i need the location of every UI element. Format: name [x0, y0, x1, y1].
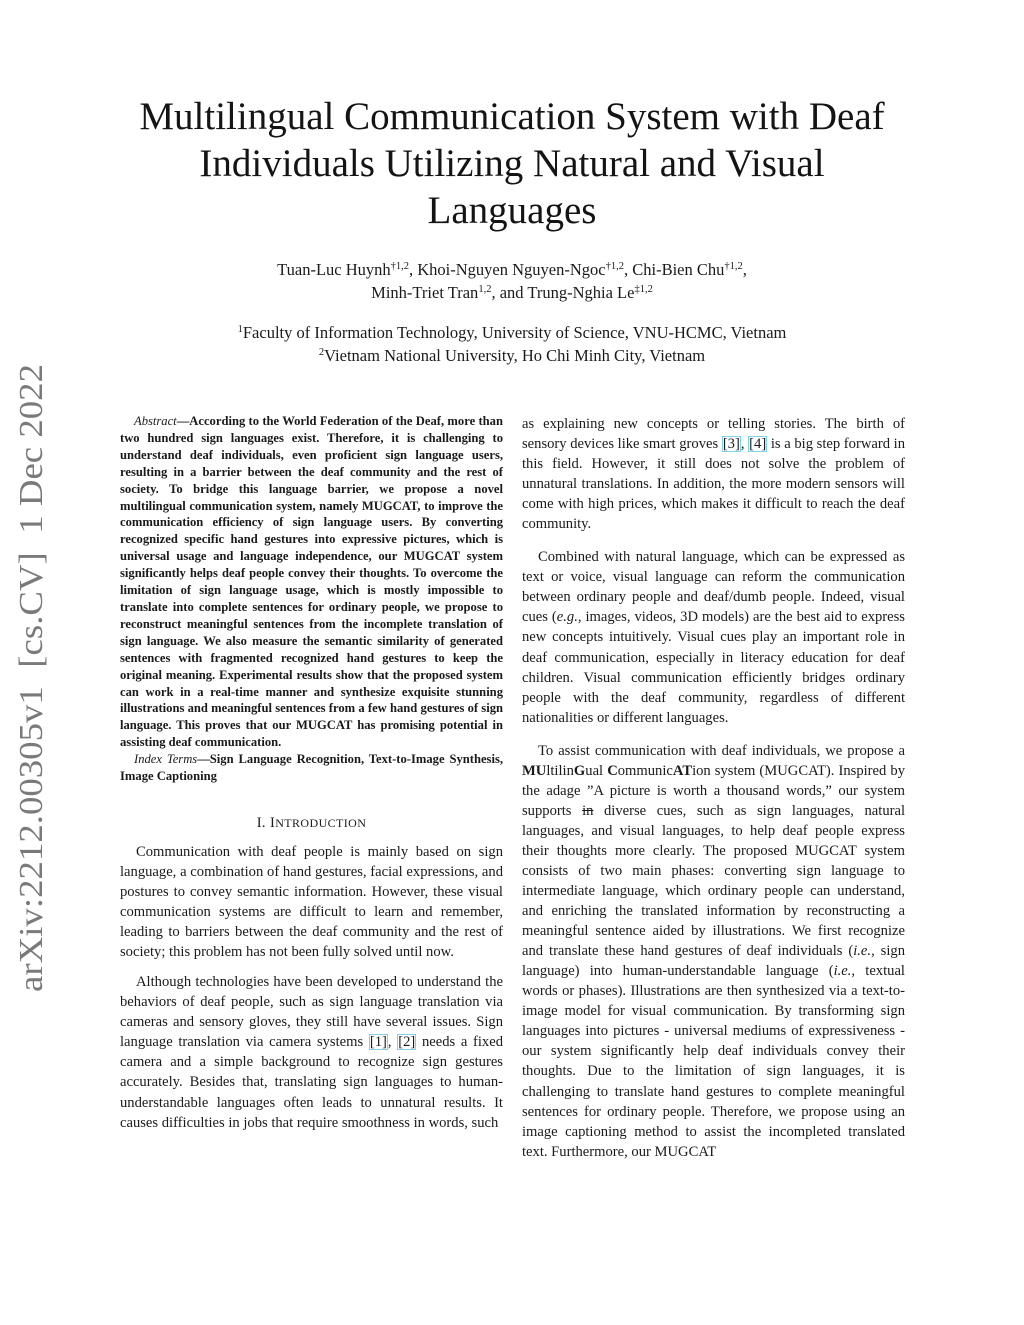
- right-column: [522, 414, 905, 1175]
- abstract-label: Abstract: [134, 414, 177, 428]
- author-list: Tuan-Luc Huynh$^{\dagger 1,2}$, Khoi-Nguyen Nguyen-Ngoc$^{\dagger 1,2}$, Chi-Bien Chu$^{\dagger 1,2}$, Minh-Triet Tran$^{1,2}$, and Trung-Nghia Le$^{\ddagger 1,2}$: [277, 260, 747, 302]
- left-column: [120, 413, 503, 1143]
- abstract: [120, 413, 503, 751]
- affiliation: $^1$Faculty of Information Technology, University of Science, VNU-HCMC, Vietnam: [237, 323, 787, 342]
- author-name: Minh-Triet Tran: [371, 282, 479, 302]
- author-name: Trung-Nghia Le: [527, 282, 635, 302]
- author-mark: †1,2: [605, 261, 624, 272]
- citation-link[interactable]: [4]: [749, 436, 767, 453]
- paragraph: Communication with deaf people is mainly based on sign language, a combination of hand gestures, facial expressions, and postures to convey semantic information. However, these visual communication systems are difficult to learn and remember, leading to barriers between the deaf community and the rest of society; this problem has not been fully solved until now.: [120, 843, 503, 961]
- arxiv-stamp-text: arXiv:2212.00305v1 [cs.CV] 1 Dec 2022: [13, 412, 50, 992]
- citation-link[interactable]: [1]: [369, 1034, 387, 1051]
- paragraph: Although technologies have been developed to understand the behaviors of deaf people, such as sign language translation via cameras and sensory gloves, they still have several issues. Sign language translation via camera systems [1], [2] needs a fixed camera and a simple background to recognize sign gestures accurately. Besides that, translating sign languages to human-understandable languages often leads to unnatural results. It causes difficulties in jobs that require smoothness in words, such: [120, 974, 504, 1131]
- index-terms-text: —Sign Language Recognition, Text-to-Image Synthesis, Image Captioning: [120, 752, 503, 784]
- index-terms-label: Index Terms: [134, 752, 198, 767]
- author-name: Khoi-Nguyen Nguyen-Ngoc: [417, 260, 606, 279]
- author-mark: †1,2: [724, 261, 743, 272]
- author-name: Chi-Bien Chu: [632, 260, 725, 279]
- arxiv-stamp: [4, 360, 64, 1000]
- index-terms: [120, 751, 503, 785]
- author-mark: 1,2: [478, 283, 492, 295]
- author-name: Tuan-Luc Huynh: [277, 260, 391, 279]
- author-mark: ‡1,2: [634, 283, 653, 295]
- affiliation-list: [120, 322, 904, 367]
- author-mark: †1,2: [390, 261, 410, 272]
- citation-link[interactable]: [2]: [398, 1034, 416, 1051]
- paragraph: Combined with natural language, which can be expressed as text or voice, visual language can reform the communication between ordinary people and deaf/dumb people. Indeed, visual cues (e.g., images, videos, 3D models) are the best aid to express new concepts intuitively. Visual cues play an important role in deaf communication, especially in literacy education for deaf children. Visual communication efficiently bridges ordinary people with the deaf community, regardless of different nationalities or different languages.: [522, 549, 905, 726]
- paper-title: Multilingual Communication System with Deaf Individuals Utilizing Natural and Visual Languages: [139, 95, 885, 232]
- affiliation: $^2$Vietnam National University, Ho Chi Minh City, Vietnam: [318, 345, 706, 365]
- paragraph: as explaining new concepts or telling stories. The birth of sensory devices like smart groves [3], [4] is a big step forward in this field. However, it still does not solve the problem of unnatural translations. In addition, the more modern sensors will come with high prices, which makes it difficult to reach the deaf community.: [522, 416, 905, 533]
- section-heading: I. INTRODUCTION: [256, 814, 367, 831]
- citation-link[interactable]: [3]: [722, 436, 740, 453]
- paragraph: To assist communication with deaf individuals, we propose a MUltilinGual CommunicATion system (MUGCAT). Inspired by the adage ”A picture is worth a thousand words,” our system supports in diverse cues, such as sign languages, natural languages, and visual languages, to help deaf people express their thoughts more clearly. The proposed MUGCAT system consists of two main phases: converting sign language to intermediate language, which ordinary people can understand, and enriching the translated information by reconstructing a meaningful sentence aided by illustrations. We first recognize and translate these hand gestures of deaf individuals (i.e., sign language) into human-understandable language (i.e., textual words or phases). Illustrations are then synthesized via a text-to-image model for visual communication. By transforming sign languages into pictures - universal mediums of expressiveness - our system significantly help deaf individuals convey their thoughts. Due to the limitation of sign languages, it is challenging to translate hand gestures to complete meaningful sentences for ordinary people. Therefore, we propose using an image captioning method to assist the incompleted translated text. Furthermore, our MUGCAT: [522, 742, 906, 1160]
- abstract-text: —According to the World Federation of the Deaf, more than two hundred sign languages exist. Therefore, it is challenging to understand deaf individuals, even proficient sign language users, resulting in a barrier between the deaf community and the rest of society. To bridge this language barrier, we propose a novel multilingual communication system, namely MUGCAT, to improve the communication efficiency of sign language users. By converting recognized specific hand gestures into expressive pictures, which is universal usage and language independence, our MUGCAT system significantly helps deaf people convey their thoughts. To overcome the limitation of sign language usage, which is mostly impossible to translate into complete sentences for ordinary people, we propose to reconstruct meaningful sentences from the incomplete translation of sign language. We also measure the semantic similarity of generated sentences with fragmented recognized hand gestures to keep the original meaning. Experimental results show that the proposed system can work in a real-time manner and synthesize exquisite stunning illustrations and meaningful sentences from a few hand gestures of sign language. This proves that our MUGCAT has promising potential in assisting deaf communication.: [120, 414, 503, 750]
